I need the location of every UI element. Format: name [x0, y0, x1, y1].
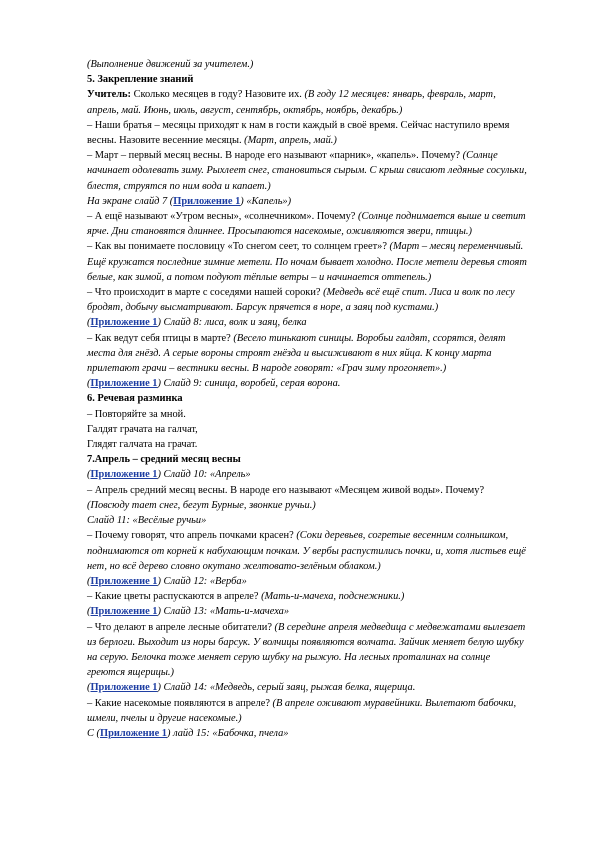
paragraph-repeat: – Повторяйте за мной.: [87, 408, 186, 420]
heading-7: 7.Апрель – средний месяц весны: [87, 454, 241, 466]
question-text: – Что делают в апреле лесные обитатели?: [87, 621, 275, 633]
speaker-label: Учитель:: [87, 89, 131, 101]
appendix-link[interactable]: Приложение 1: [90, 682, 158, 694]
paragraph-movements: (Выполнение движений за учителем.): [87, 59, 254, 70]
question-text: – А ещё называют «Утром весны», «солнечником». Почему?: [87, 211, 359, 223]
question-text: – Март – первый месяц весны. В народе его называют «парник», «капель». Почему?: [87, 150, 463, 162]
answer-text: (Весело тинькают синицы. Воробьи галдят, ссорятся, делят места для гнёзд. А серые вороны строят гнёзда и высиживают в них яйца. К концу марта прилетают грачи – вестники весны. В народе говорят: «Грач зиму прогоняет».): [87, 332, 506, 375]
slide-caption: ) Слайд 13: «Мать-и-мачеха»: [157, 606, 290, 618]
paragraph-march: [87, 148, 527, 194]
answer-text: (Март – месяц переменчивый. Ещё кружатся последние зимние метели. По ночам бывает холодно. После метели деревья стоят белые, как зимой, а потом подуют тёплые ветры – и начинается оттепель.): [87, 241, 527, 283]
paragraph-slide-8: [87, 315, 527, 330]
question-text: – Как ведут себя птицы в марте?: [87, 332, 234, 344]
paragraph-slide-10: [87, 467, 527, 482]
question-text: – Что происходит в марте с соседями нашей сороки?: [87, 287, 324, 299]
paragraph-slide-9: [87, 376, 527, 391]
answer-text: (Солнце поднимается выше и светит ярче. Дни становятся длиннее. Просыпаются насекомые, оживляются звери, птицы.): [87, 211, 526, 238]
paragraph-months-question: [87, 87, 527, 117]
heading-6: 6. Речевая разминка: [87, 393, 183, 405]
paragraph-proverb: [87, 239, 527, 285]
appendix-link[interactable]: Приложение 1: [90, 317, 158, 329]
paragraph-buds: [87, 528, 527, 574]
paragraph-slide-12: [87, 574, 527, 589]
slide-prefix: На экране слайд 7 (: [87, 195, 174, 207]
answer-text: (В середине апреля медведица с медвежатами вылезает из берлоги. Выходит из норы барсук. У волчицы появляются волчата. Зайчик меняет белую шубку на серую. Белочка тоже меняет серую шубку на рыжую. На лесных проталинах на солнце греются ящерицы.): [87, 621, 526, 679]
document-page: [87, 57, 527, 741]
slide-caption: ) Слайд 9: синица, воробей, серая ворона.: [157, 378, 341, 390]
answer-text: (Март, апрель, май.): [244, 135, 337, 147]
paragraph-slide-15: [87, 726, 527, 741]
slide-prefix: (: [87, 682, 91, 694]
question-text: – Как вы понимаете пословицу «То снегом сеет, то солнцем греет»?: [87, 241, 390, 253]
paragraph-neighbours: [87, 285, 527, 315]
question-text: – Какие насекомые появляются в апреле?: [87, 697, 273, 709]
appendix-link[interactable]: Приложение 1: [100, 727, 168, 739]
question-text: – Какие цветы распускаются в апреле?: [87, 591, 262, 603]
paragraph-slide-11: Слайд 11: «Весёлые ручьи»: [87, 515, 207, 527]
slide-caption: ) лайд 15: «Бабочка, пчела»: [167, 727, 289, 739]
answer-text: (В году 12 месяцев: январь, февраль, март, апрель, май. Июнь, июль, август, сентябрь, октябрь, ноябрь, декабрь.): [87, 89, 496, 116]
tongue-twister-line-1: Галдят грачата на галчат,: [87, 423, 198, 435]
appendix-link[interactable]: Приложение 1: [90, 606, 158, 618]
tongue-twister-line-2: Глядят галчата на грачат.: [87, 439, 198, 451]
heading-5: 5. Закрепление знаний: [87, 74, 194, 86]
appendix-link[interactable]: Приложение 1: [90, 575, 158, 587]
slide-caption: ) Слайд 8: лиса, волк и заяц, белка: [157, 317, 307, 329]
slide-prefix: (: [87, 469, 91, 481]
slide-caption: ) «Капель»): [240, 195, 292, 207]
answer-text: (Солнце начинает одолевать зиму. Рыхлеет снег, становиться сырым. С крыш свисают ледяные сосульки, блестя, струятся по ним вода и капает.): [87, 150, 527, 192]
slide-prefix: (: [87, 575, 91, 587]
question-text: – Почему говорят, что апрель почками красен?: [87, 530, 297, 542]
appendix-link[interactable]: Приложение 1: [173, 195, 241, 207]
slide-caption: ) Слайд 14: «Медведь, серый заяц, рыжая белка, ящерица.: [157, 682, 416, 694]
paragraph-slide-7: [87, 194, 527, 209]
paragraph-april-answer: (Повсюду тает снег, бегут Бурные, звонкие ручьи.): [87, 499, 316, 511]
answer-text: (Медведь всё ещё спит. Лиса и волк по лесу бродят, добычу высматривают. Барсук прячется в норе, а заяц под кустами.): [87, 287, 515, 314]
appendix-link[interactable]: Приложение 1: [90, 378, 158, 390]
appendix-link[interactable]: Приложение 1: [90, 469, 158, 481]
paragraph-insects: [87, 696, 527, 726]
paragraph-morning-of-spring: [87, 209, 527, 239]
paragraph-spring-months: [87, 118, 527, 148]
paragraph-forest-dwellers: [87, 620, 527, 681]
slide-caption: ) Слайд 10: «Апрель»: [157, 469, 251, 481]
paragraph-slide-13: [87, 604, 527, 619]
answer-text: (Мать-и-мачеха, подснежники.): [261, 591, 405, 603]
question-text: – Наши братья – месяцы приходят к нам в гости каждый в своё время. Сейчас наступило время весны. Назовите весенние месяцы.: [87, 119, 510, 147]
paragraph-birds-march: [87, 331, 527, 377]
answer-text: (Соки деревьев, согретые весенним солнышком, поднимаются от корней к набухающим почкам. У вербы распустились почки, и, хотя листьев ещё нет, но всё дерево словно окутано желтовато-зелёным облаком.): [87, 530, 526, 572]
question-text: Сколько месяцев в году? Назовите их.: [130, 89, 305, 101]
answer-text: (В апреле оживают муравейники. Вылетают бабочки, шмели, пчелы и другие насекомые.): [87, 697, 517, 724]
slide-prefix: С (: [87, 727, 100, 739]
slide-caption: ) Слайд 12: «Верба»: [157, 575, 247, 587]
slide-prefix: (: [87, 606, 91, 618]
slide-prefix: (: [87, 378, 91, 390]
slide-prefix: (: [87, 317, 91, 329]
paragraph-flowers: [87, 589, 527, 604]
paragraph-slide-14: [87, 680, 527, 695]
paragraph-april: – Апрель средний месяц весны. В народе его называют «Месяцем живой воды». Почему?: [87, 484, 485, 496]
